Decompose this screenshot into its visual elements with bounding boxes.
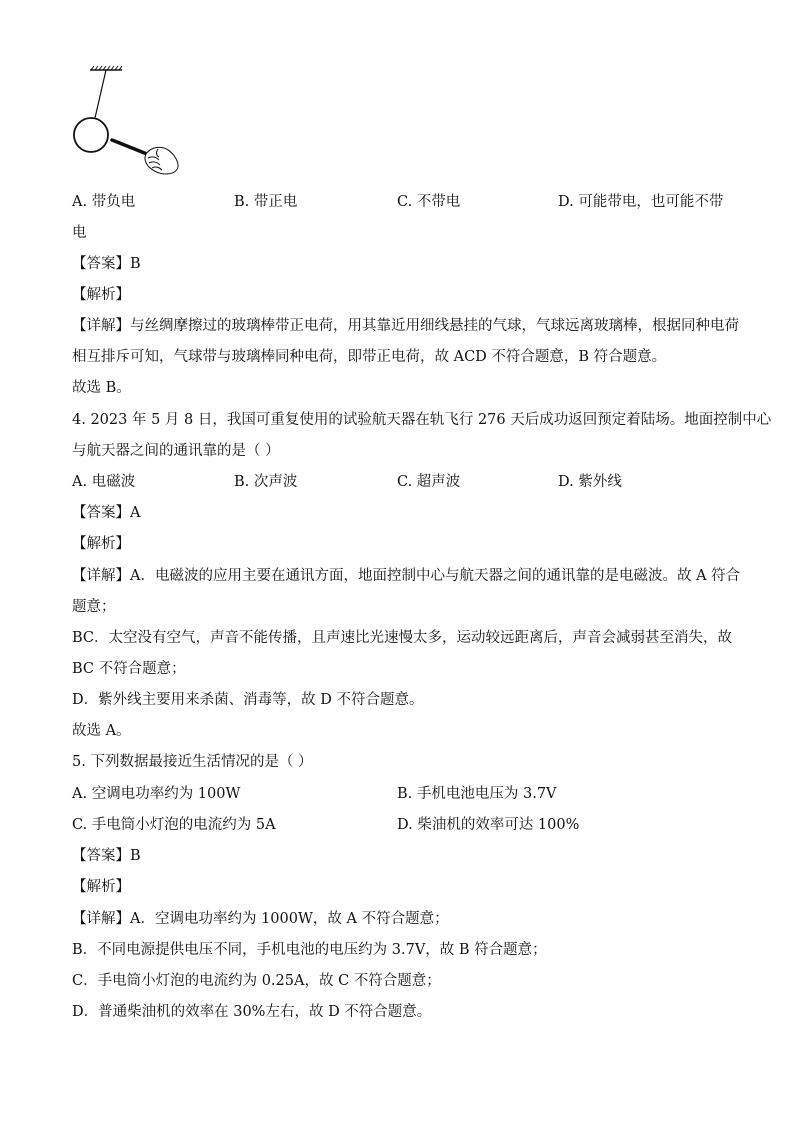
q5-option-d: D. 柴油机的效率可达 100% <box>397 817 580 833</box>
q5-detail-line-4: D．普通柴油机的效率在 30%左右，故 D 不符合题意。 <box>72 1004 432 1020</box>
balloon-rod-figure <box>66 62 186 182</box>
q5-option-b: B. 手机电池电压为 3.7V <box>397 786 557 802</box>
q4-detail-line-5: D．紫外线主要用来杀菌、消毒等，故 D 不符合题意。 <box>72 692 424 708</box>
q5-option-a: A. 空调电功率约为 100W <box>72 786 241 802</box>
balloon <box>74 118 108 152</box>
q4-detail-line-1: 【详解】A．电磁波的应用主要在通讯方面，地面控制中心与航天器之间的通讯靠的是电磁波。故 A 符合 <box>72 568 741 584</box>
q4-detail-line-2: 题意； <box>72 599 116 615</box>
q4-stem-line-2: 与航天器之间的通讯靠的是（ ） <box>72 443 280 459</box>
q5-detail-line-2: B．不同电源提供电压不同，手机电池的电压约为 3.7V，故 B 符合题意； <box>72 942 547 958</box>
q3-option-a: A. 带负电 <box>72 194 136 210</box>
q4-conclusion: 故选 A。 <box>72 723 131 739</box>
q3-option-c: C. 不带电 <box>397 194 461 210</box>
thread <box>95 70 106 118</box>
q4-detail-line-3: BC．太空没有空气，声音不能传播，且声速比光速慢太多，运动较远距离后，声音会减弱甚至消失，故 <box>72 630 733 646</box>
q3-analysis-heading: 【解析】 <box>72 287 130 303</box>
q4-stem-line-1: 4. 2023 年 5 月 8 日，我国可重复使用的试验航天器在轨飞行 276 天后成功返回预定着陆场。地面控制中心 <box>72 412 772 428</box>
q3-conclusion: 故选 B。 <box>72 380 131 396</box>
q3-option-b: B. 带正电 <box>234 194 298 210</box>
q5-answer: 【答案】B <box>72 848 141 864</box>
q3-option-d-wrap: 电 <box>72 225 87 241</box>
q4-option-a: A. 电磁波 <box>72 474 136 490</box>
q4-detail-line-4: BC 不符合题意； <box>72 661 186 677</box>
q5-option-c: C. 手电筒小灯泡的电流约为 5A <box>72 817 276 833</box>
q3-detail-line-2: 相互排斥可知，气球带与玻璃棒同种电荷，即带正电荷，故 ACD 不符合题意，B 符合题意。 <box>72 349 667 365</box>
q3-answer: 【答案】B <box>72 256 141 272</box>
q4-option-d: D. 紫外线 <box>558 474 622 490</box>
q4-analysis-heading: 【解析】 <box>72 536 130 552</box>
q5-detail-line-1: 【详解】A．空调电功率约为 1000W，故 A 不符合题意； <box>72 911 449 927</box>
q3-detail-line-1: 【详解】与丝绸摩擦过的玻璃棒带正电荷，用其靠近用细线悬挂的气球，气球远离玻璃棒，根据同种电荷 <box>72 318 739 334</box>
q5-analysis-heading: 【解析】 <box>72 879 130 895</box>
q4-option-b: B. 次声波 <box>234 474 298 490</box>
hand-icon <box>145 147 178 174</box>
q5-detail-line-3: C．手电筒小灯泡的电流约为 0.25A，故 C 不符合题意； <box>72 973 441 989</box>
q3-option-d: D. 可能带电，也可能不带 <box>558 194 724 210</box>
q4-option-c: C. 超声波 <box>397 474 461 490</box>
q4-answer: 【答案】A <box>72 505 141 521</box>
q5-stem: 5. 下列数据最接近生活情况的是（ ） <box>72 754 313 770</box>
